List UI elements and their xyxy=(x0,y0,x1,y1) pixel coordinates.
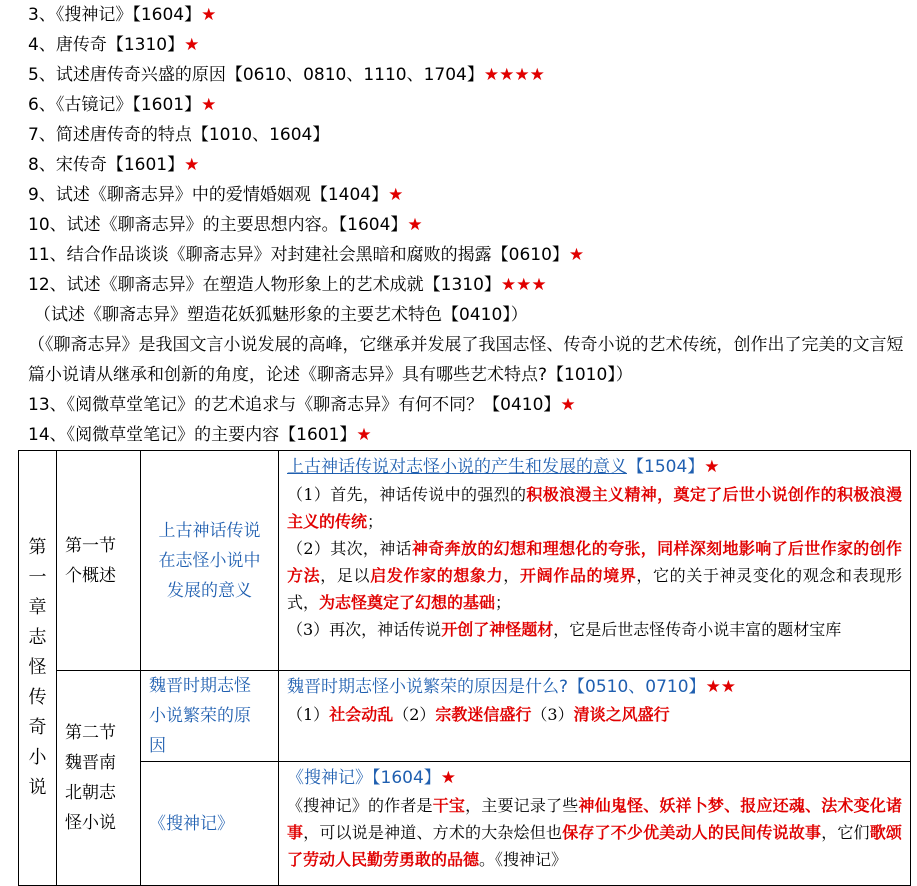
list-item: 5、试述唐传奇兴盛的原因【0610、0810、1110、1704】★★★★ xyxy=(28,65,545,85)
topic-heading: 魏晋时期志怪小说繁荣的原因是什么? xyxy=(287,677,569,697)
question-list xyxy=(28,0,908,450)
star-rating: ★ xyxy=(440,768,457,788)
list-item: 10、试述《聊斋志异》的主要思想内容。【1604】★ xyxy=(28,215,423,235)
topic-title: 《搜神记》 xyxy=(141,762,279,886)
list-item: 14、《阅微草堂笔记》的主要内容【1601】★ xyxy=(28,425,372,445)
topic-title: 上古神话传说 在志怪小说中 发展的意义 xyxy=(141,451,279,671)
exam-code: 【0510、0710】 xyxy=(568,677,706,697)
list-item: 12、试述《聊斋志异》在塑造人物形象上的艺术成就【1310】★★★ xyxy=(28,275,547,295)
table-row xyxy=(19,671,911,762)
section-title: 第一节 个概述 xyxy=(57,451,141,671)
exam-code: 【1604】 xyxy=(372,768,441,788)
paragraph: （2）其次，神话神奇奔放的幻想和理想化的夸张，同样深刻地影响了后世作家的创作方法，足以启发作家的想象力，开阔作品的境界，它的关于神灵变化的观念和表现形式，为志怪奠定了幻想的基础； xyxy=(287,539,902,612)
star-rating: ★★★ xyxy=(500,275,547,295)
star-rating: ★ xyxy=(388,185,404,205)
list-item: 9、试述《聊斋志异》中的爱情婚姻观【1404】★ xyxy=(28,185,404,205)
list-item: 13、《阅微草堂笔记》的艺术追求与《聊斋志异》有何不同？【0410】★ xyxy=(28,395,576,415)
star-rating: ★ xyxy=(184,35,200,55)
list-item: 8、宋传奇【1601】★ xyxy=(28,155,200,175)
topic-content xyxy=(279,451,911,671)
list-item: （《聊斋志异》是我国文言小说发展的高峰，它继承并发展了我国志怪、传奇小说的艺术传统，创作出了完美的文言短篇小说请从继承和创新的角度，论述《聊斋志异》具有哪些艺术特点?【1010】） xyxy=(28,335,904,385)
topic-title: 魏晋时期志怪 小说繁荣的原 因 xyxy=(141,671,279,762)
topic-heading: 上古神话传说对志怪小说的产生和发展的意义 xyxy=(287,457,627,477)
star-rating: ★★★★ xyxy=(483,65,545,85)
star-rating: ★★ xyxy=(705,677,737,697)
star-rating: ★ xyxy=(560,395,576,415)
list-item: （试述《聊斋志异》塑造花妖狐魅形象的主要艺术特色【0410】） xyxy=(34,305,528,325)
star-rating: ★ xyxy=(356,425,372,445)
star-rating: ★ xyxy=(568,245,585,265)
list-item: 4、唐传奇【1310】★ xyxy=(28,35,200,55)
star-rating: ★ xyxy=(201,5,217,25)
topic-heading: 《搜神记》 xyxy=(287,768,372,788)
list-item: 11、结合作品谈谈《聊斋志异》对封建社会黑暗和腐败的揭露【0610】★ xyxy=(28,245,585,265)
star-rating: ★ xyxy=(201,95,217,115)
section-title: 第二节 魏晋南 北朝志 怪小说 xyxy=(57,671,141,886)
list-item: 6、《古镜记》【1601】★ xyxy=(28,95,217,115)
topic-content xyxy=(279,762,911,886)
table-row xyxy=(19,762,911,886)
outline-table xyxy=(18,450,911,886)
topic-content xyxy=(279,671,911,762)
paragraph: （1）首先，神话传说中的强烈的积极浪漫主义精神，奠定了后世小说创作的积极浪漫主义的传统； xyxy=(287,485,902,531)
paragraph: （1）社会动乱（2）宗教迷信盛行（3）清谈之风盛行 xyxy=(287,705,670,724)
exam-code: 【1504】 xyxy=(627,457,705,477)
chapter-title: 第 一 章 志 怪 传 奇 小 说 xyxy=(19,451,57,886)
list-item: 7、简述唐传奇的特点【1010、1604】 xyxy=(28,125,330,145)
star-rating: ★ xyxy=(184,155,200,175)
star-rating: ★ xyxy=(704,457,720,477)
list-item: 3、《搜神记》【1604】★ xyxy=(28,5,217,25)
paragraph: 《搜神记》的作者是干宝，主要记录了些神仙鬼怪、妖祥卜梦、报应还魂、法术变化诸事，可以说是神道、方术的大杂烩但也保存了不少优美动人的民间传说故事，它们歌颂了劳动人民勤劳勇敢的品德。《搜神记》 xyxy=(287,796,902,869)
paragraph: （3）再次，神话传说开创了神怪题材，它是后世志怪传奇小说丰富的题材宝库 xyxy=(287,620,842,639)
star-rating: ★ xyxy=(407,215,423,235)
table-row xyxy=(19,451,911,671)
